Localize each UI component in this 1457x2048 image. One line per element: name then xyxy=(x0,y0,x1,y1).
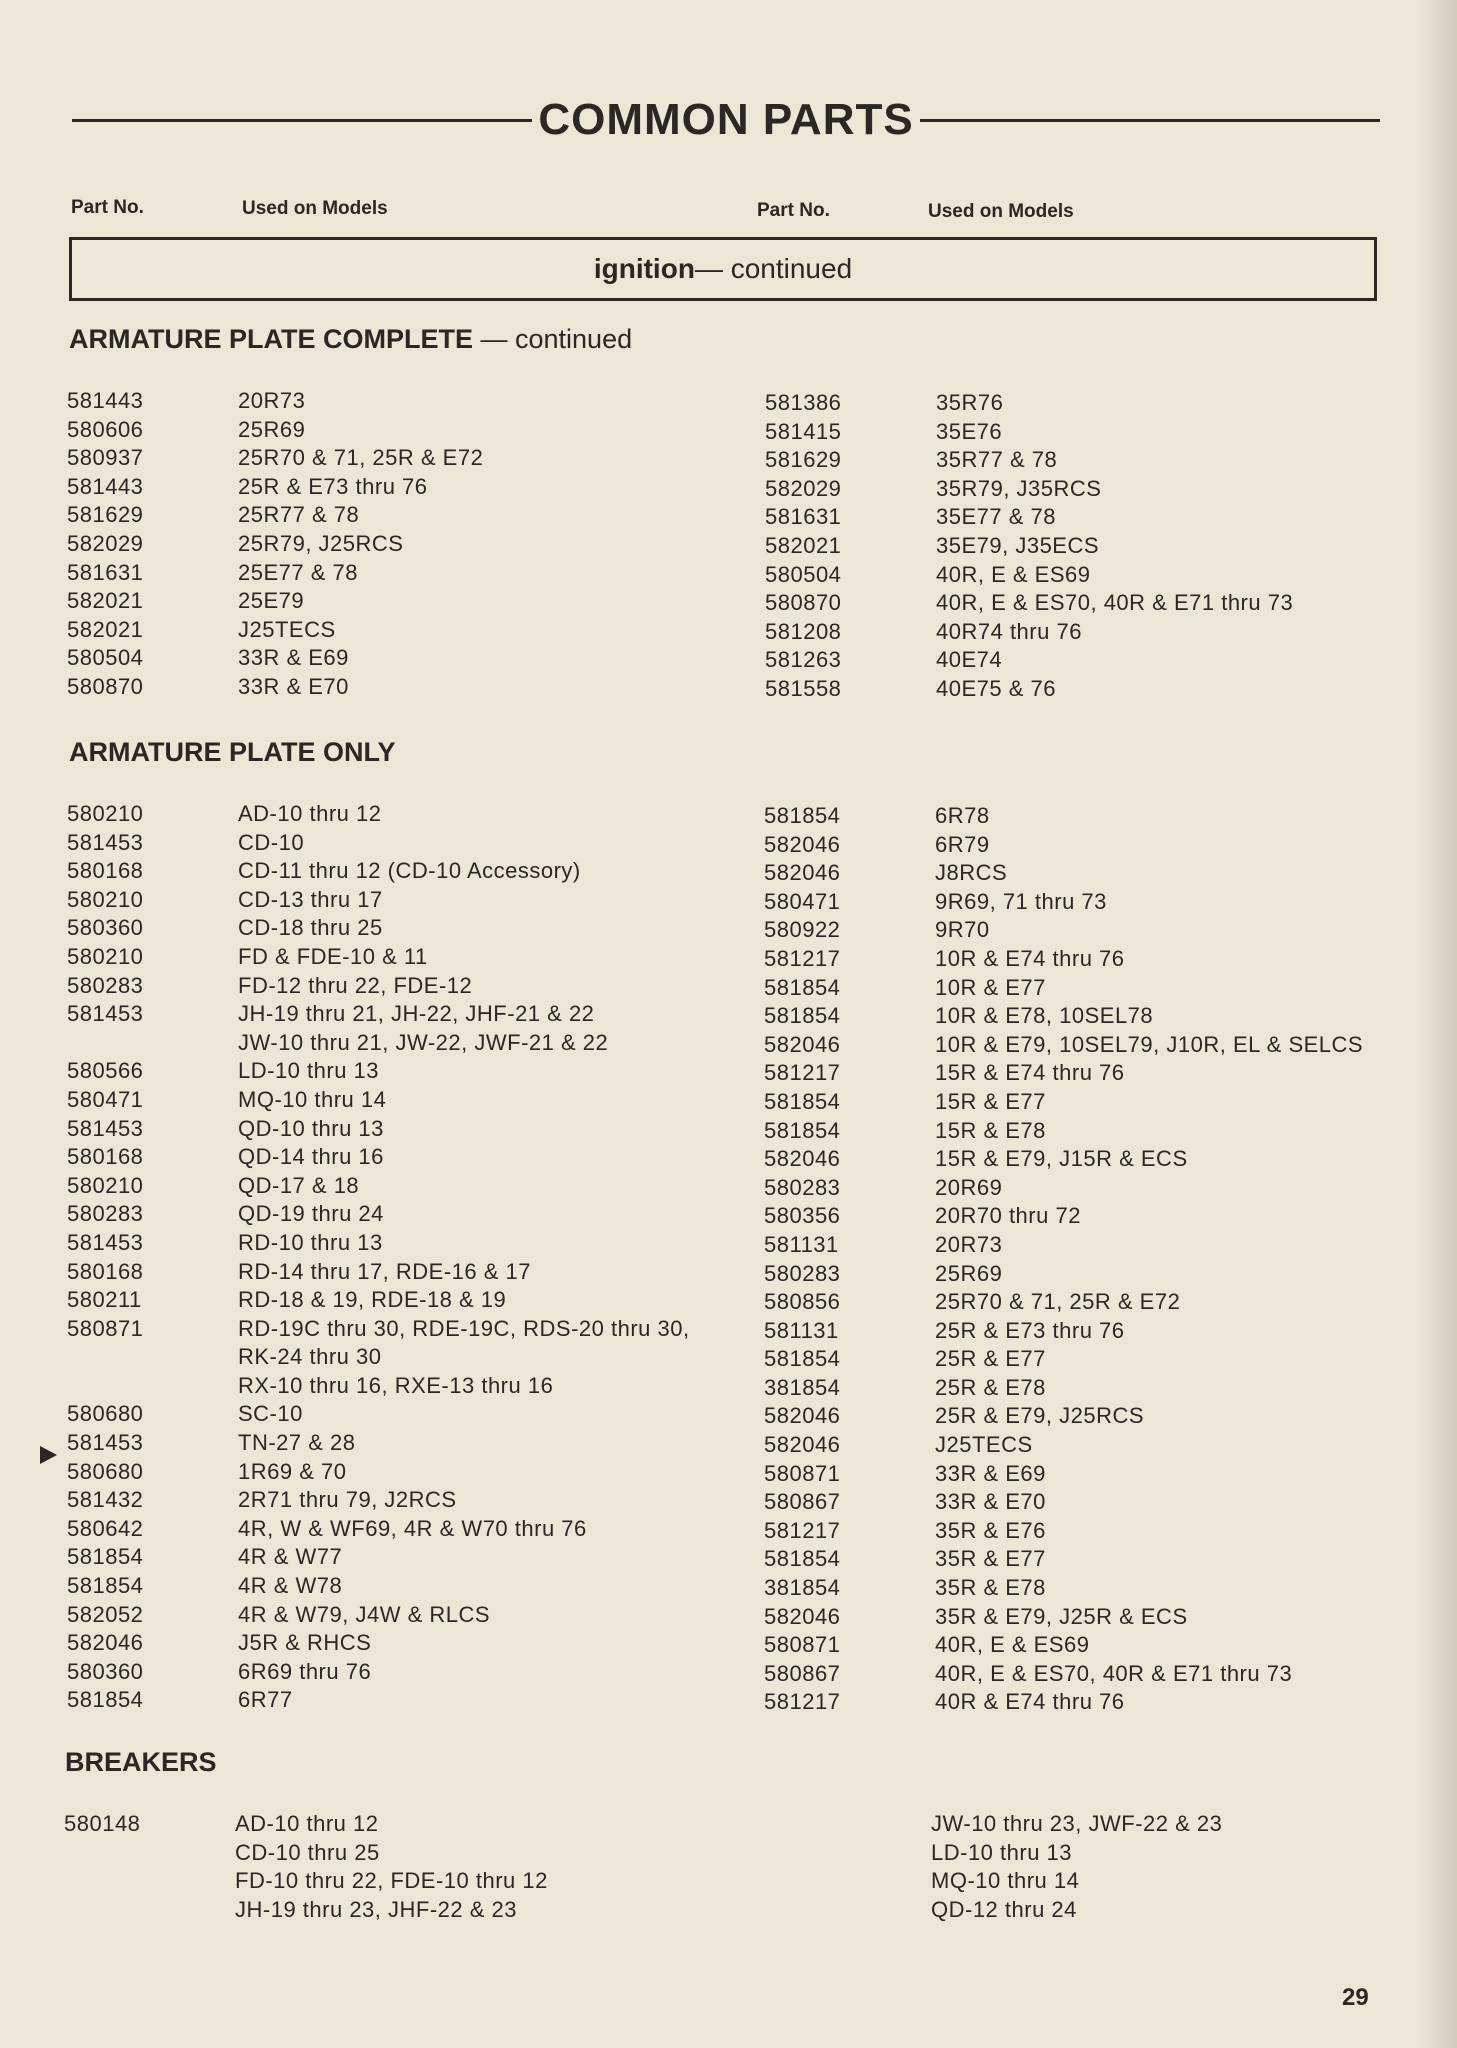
part-number: 582021 xyxy=(765,532,842,558)
model-list: 20R70 thru 72 xyxy=(935,1203,1081,1229)
model-list: SC-10 xyxy=(238,1401,303,1427)
header-models-right: Used on Models xyxy=(928,201,1074,222)
model-list: CD-13 thru 17 xyxy=(238,886,383,912)
part-number: 581854 xyxy=(67,1573,144,1599)
part-number: 580642 xyxy=(67,1515,144,1541)
model-list: 35R & E76 xyxy=(935,1517,1046,1543)
part-number: 581131 xyxy=(764,1231,839,1257)
part-number: 580283 xyxy=(67,1201,144,1227)
model-list: 20R69 xyxy=(935,1174,1003,1200)
part-number: 581854 xyxy=(764,1003,841,1029)
heading-armature-complete xyxy=(69,324,632,355)
model-list: 2R71 thru 79, J2RCS xyxy=(238,1487,457,1513)
part-number: 581443 xyxy=(67,388,144,413)
model-list: 15R & E77 xyxy=(935,1088,1046,1114)
model-list: FD & FDE-10 & 11 xyxy=(238,943,428,969)
part-number: 580870 xyxy=(765,590,842,616)
page-binding-shadow xyxy=(1417,0,1457,2048)
part-number: 582021 xyxy=(67,616,144,642)
model-list: 35R77 & 78 xyxy=(936,447,1058,473)
part-number: 580871 xyxy=(764,1460,841,1486)
model-list: 6R69 thru 76 xyxy=(238,1658,372,1684)
model-list: 25R79, J25RCS xyxy=(238,530,404,556)
heading-armature-complete-note: — continued xyxy=(473,324,633,354)
model-list: J25TECS xyxy=(238,616,336,642)
model-list: MQ-10 thru 14 xyxy=(931,1868,1080,1894)
model-list: 35R79, J35RCS xyxy=(936,475,1102,501)
title-rule-left xyxy=(72,119,532,122)
part-number: 581217 xyxy=(764,1060,841,1086)
part-number: 381854 xyxy=(764,1575,841,1601)
part-number: 581208 xyxy=(765,618,842,644)
header-part-no-left: Part No. xyxy=(71,197,144,218)
part-number: 581453 xyxy=(67,1001,144,1027)
part-number: 580283 xyxy=(764,1174,841,1200)
part-number: 582046 xyxy=(764,1603,841,1629)
page-number: 29 xyxy=(1342,1984,1369,2011)
model-list: 6R79 xyxy=(935,831,990,857)
model-list: FD-12 thru 22, FDE-12 xyxy=(238,972,473,998)
part-number: 581453 xyxy=(67,1115,144,1141)
part-number: 581217 xyxy=(764,1517,841,1543)
part-number: 580211 xyxy=(67,1287,142,1313)
model-list: 25R & E73 thru 76 xyxy=(935,1317,1125,1343)
part-number: 580937 xyxy=(67,445,144,471)
model-list: 35E77 & 78 xyxy=(936,504,1056,530)
model-list: 25R & E78 xyxy=(935,1374,1046,1400)
model-list: 40R & E74 thru 76 xyxy=(935,1689,1125,1715)
model-list: AD-10 thru 12 xyxy=(238,801,382,826)
model-list: 40R, E & ES70, 40R & E71 thru 73 xyxy=(936,590,1294,616)
model-list: 20R73 xyxy=(238,388,306,413)
model-list: 33R & E70 xyxy=(238,673,349,699)
model-list: 33R & E69 xyxy=(935,1460,1046,1486)
model-list: 40R, E & ES69 xyxy=(935,1632,1090,1658)
part-number: 582046 xyxy=(764,831,841,857)
part-number: 580356 xyxy=(764,1203,841,1229)
part-number: 581854 xyxy=(764,1117,841,1143)
part-number: 580210 xyxy=(67,943,144,969)
part-number: 582052 xyxy=(67,1601,144,1627)
part-number: 580283 xyxy=(764,1260,841,1286)
model-list: 6R78 xyxy=(935,803,990,828)
header-part-no-right: Part No. xyxy=(757,200,830,221)
part-number: 580870 xyxy=(67,673,144,699)
part-number: 581558 xyxy=(765,675,842,701)
model-list: 25E77 & 78 xyxy=(238,559,358,585)
part-number: 581415 xyxy=(765,418,842,444)
part-number: 580867 xyxy=(764,1489,841,1515)
part-number: 581263 xyxy=(765,647,842,673)
model-list: CD-10 xyxy=(238,829,305,855)
model-list: 15R & E78 xyxy=(935,1117,1046,1143)
model-list: QD-17 & 18 xyxy=(238,1172,360,1198)
model-list: LD-10 thru 13 xyxy=(238,1058,380,1084)
model-list: RD-18 & 19, RDE-18 & 19 xyxy=(238,1287,507,1313)
part-number: 580283 xyxy=(67,972,144,998)
section-banner xyxy=(69,237,1377,301)
model-list: 25R & E73 thru 76 xyxy=(238,473,428,499)
model-list: 25E79 xyxy=(238,588,305,614)
model-list: 25R77 & 78 xyxy=(238,502,360,528)
part-number: 582029 xyxy=(67,530,144,556)
model-list: JW-10 thru 21, JW-22, JWF-21 & 22 xyxy=(238,1029,609,1055)
model-list: 40R, E & ES70, 40R & E71 thru 73 xyxy=(935,1660,1293,1686)
model-list: RD-19C thru 30, RDE-19C, RDS-20 thru 30, xyxy=(238,1315,690,1341)
part-number: 581443 xyxy=(67,473,144,499)
part-number: 582029 xyxy=(765,475,842,501)
part-number: 581453 xyxy=(67,829,144,855)
part-number: 582046 xyxy=(764,1403,841,1429)
model-list: 15R & E79, J15R & ECS xyxy=(935,1146,1188,1172)
heading-breakers: BREAKERS xyxy=(65,1747,217,1777)
model-list: 40E74 xyxy=(936,647,1003,673)
part-number: 582046 xyxy=(764,1146,841,1172)
model-list: TN-27 & 28 xyxy=(238,1430,356,1456)
part-number: 580168 xyxy=(67,1258,144,1284)
part-number: 581854 xyxy=(764,974,841,1000)
part-number: 580360 xyxy=(67,915,144,941)
model-list: 9R70 xyxy=(935,917,990,943)
part-number: 580871 xyxy=(764,1632,841,1658)
model-list: 33R & E69 xyxy=(238,645,349,671)
model-list: 15R & E74 thru 76 xyxy=(935,1060,1125,1086)
model-list: 35E76 xyxy=(936,418,1003,444)
model-list: LD-10 thru 13 xyxy=(931,1839,1073,1865)
part-number: 580471 xyxy=(764,888,841,914)
model-list: 20R73 xyxy=(935,1231,1003,1257)
part-number: 582046 xyxy=(764,860,841,886)
model-list: 1R69 & 70 xyxy=(238,1458,347,1484)
section-name: ignition xyxy=(593,253,695,284)
part-number: 580504 xyxy=(765,561,842,587)
part-number: 581854 xyxy=(764,803,841,828)
part-number: 580210 xyxy=(67,801,144,826)
model-list: RX-10 thru 16, RXE-13 thru 16 xyxy=(238,1372,554,1398)
model-list: 10R & E78, 10SEL78 xyxy=(935,1003,1154,1029)
header-models-left: Used on Models xyxy=(242,198,388,219)
part-number: 580210 xyxy=(67,886,144,912)
model-list: 10R & E79, 10SEL79, J10R, EL & SELCS xyxy=(935,1031,1364,1057)
part-number: 581217 xyxy=(764,945,841,971)
part-number: 580680 xyxy=(67,1458,144,1484)
model-list: 25R69 xyxy=(935,1260,1003,1286)
model-list: CD-11 thru 12 (CD-10 Accessory) xyxy=(238,858,581,884)
part-number: 580867 xyxy=(764,1660,841,1686)
part-number: 381854 xyxy=(764,1374,841,1400)
model-list: 25R70 & 71, 25R & E72 xyxy=(238,445,484,471)
part-number: 580606 xyxy=(67,416,144,442)
model-list: AD-10 thru 12 xyxy=(235,1811,379,1836)
model-list: QD-19 thru 24 xyxy=(238,1201,384,1227)
part-number: 581432 xyxy=(67,1487,144,1513)
part-number: 581854 xyxy=(764,1546,841,1572)
part-number: 580504 xyxy=(67,645,144,671)
model-list: MQ-10 thru 14 xyxy=(238,1086,387,1112)
model-list: J5R & RHCS xyxy=(238,1630,372,1656)
model-list: CD-18 thru 25 xyxy=(238,915,383,941)
model-list: RD-10 thru 13 xyxy=(238,1229,383,1255)
model-list: 4R & W78 xyxy=(238,1573,343,1599)
part-number: 580680 xyxy=(67,1401,144,1427)
part-number: 580856 xyxy=(764,1289,841,1315)
model-list: 4R, W & WF69, 4R & W70 thru 76 xyxy=(238,1515,587,1541)
part-number: 581631 xyxy=(67,559,144,585)
heading-armature-complete-text: ARMATURE PLATE COMPLETE xyxy=(69,324,473,354)
part-number: 581631 xyxy=(765,504,842,530)
title-rule-right xyxy=(920,119,1380,122)
model-list: RD-14 thru 17, RDE-16 & 17 xyxy=(238,1258,532,1284)
part-number: 581854 xyxy=(67,1544,144,1570)
part-number: 581854 xyxy=(764,1088,841,1114)
part-number: 580471 xyxy=(67,1086,144,1112)
part-number: 581629 xyxy=(765,447,842,473)
part-number: 581453 xyxy=(67,1229,144,1255)
part-number: 581629 xyxy=(67,502,144,528)
part-number: 581217 xyxy=(764,1689,841,1715)
title-row xyxy=(72,88,1380,152)
part-number: 580360 xyxy=(67,1658,144,1684)
model-list: 4R & W79, J4W & RLCS xyxy=(238,1601,491,1627)
part-number: 580210 xyxy=(67,1172,144,1198)
part-number: 581131 xyxy=(764,1317,839,1343)
model-list: JW-10 thru 23, JWF-22 & 23 xyxy=(931,1811,1223,1836)
model-list: QD-12 thru 24 xyxy=(931,1896,1077,1922)
model-list: 25R & E77 xyxy=(935,1346,1046,1372)
model-list: 6R77 xyxy=(238,1687,293,1713)
model-list: JH-19 thru 21, JH-22, JHF-21 & 22 xyxy=(238,1001,595,1027)
model-list: 35R & E79, J25R & ECS xyxy=(935,1603,1188,1629)
model-list: 25R70 & 71, 25R & E72 xyxy=(935,1289,1181,1315)
model-list: JH-19 thru 23, JHF-22 & 23 xyxy=(235,1896,518,1922)
model-list: 25R & E79, J25RCS xyxy=(935,1403,1145,1429)
model-list: 35R76 xyxy=(936,390,1004,415)
model-list: 9R69, 71 thru 73 xyxy=(935,888,1107,914)
part-number: 582046 xyxy=(764,1432,841,1458)
model-list: 4R & W77 xyxy=(238,1544,343,1570)
part-number: 580148 xyxy=(64,1811,141,1836)
part-number: 582046 xyxy=(67,1630,144,1656)
model-list: J25TECS xyxy=(935,1432,1033,1458)
part-number: 580871 xyxy=(67,1315,144,1341)
heading-armature-only: ARMATURE PLATE ONLY xyxy=(69,737,396,767)
row-marker-arrow-icon xyxy=(40,1446,57,1464)
model-list: 10R & E74 thru 76 xyxy=(935,945,1125,971)
model-list: FD-10 thru 22, FDE-10 thru 12 xyxy=(235,1868,548,1894)
model-list: 33R & E70 xyxy=(935,1489,1046,1515)
part-number: 582046 xyxy=(764,1031,841,1057)
model-list: 25R69 xyxy=(238,416,306,442)
model-list: QD-14 thru 16 xyxy=(238,1144,384,1170)
page-title: COMMON PARTS xyxy=(538,95,914,144)
part-number: 581386 xyxy=(765,390,842,415)
part-number: 580168 xyxy=(67,1144,144,1170)
part-number: 582021 xyxy=(67,588,144,614)
part-number: 580922 xyxy=(764,917,841,943)
part-number: 580566 xyxy=(67,1058,144,1084)
model-list: QD-10 thru 13 xyxy=(238,1115,384,1141)
model-list: CD-10 thru 25 xyxy=(235,1839,380,1865)
model-list: 35R & E77 xyxy=(935,1546,1046,1572)
model-list: 40R74 thru 76 xyxy=(936,618,1082,644)
model-list: 40R, E & ES69 xyxy=(936,561,1091,587)
part-number: 580168 xyxy=(67,858,144,884)
part-number: 581854 xyxy=(764,1346,841,1372)
part-number: 581453 xyxy=(67,1430,144,1456)
model-list: 35R & E78 xyxy=(935,1575,1046,1601)
model-list: 35E79, J35ECS xyxy=(936,532,1100,558)
section-suffix: — continued xyxy=(694,253,853,284)
model-list: 40E75 & 76 xyxy=(936,675,1056,701)
model-list: RK-24 thru 30 xyxy=(238,1344,382,1370)
model-list: J8RCS xyxy=(935,860,1008,886)
part-number: 581854 xyxy=(67,1687,144,1713)
model-list: 10R & E77 xyxy=(935,974,1046,1000)
